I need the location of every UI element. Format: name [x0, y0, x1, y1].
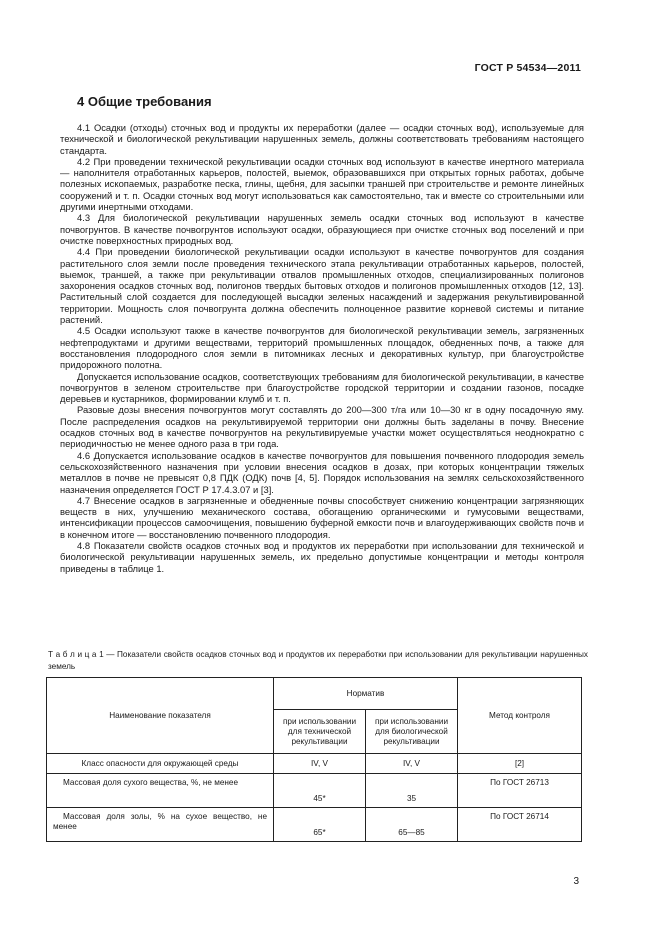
paragraph-4-1: 4.1 Осадки (отходы) сточных вод и продукты их переработки (далее — осадки сточных вод), используемые для технической и биологической рекультивации нарушенных земель, должны соответствовать требованиям настоящего стандарта. [60, 122, 584, 156]
document-header-id: ГОСТ Р 54534—2011 [474, 62, 581, 74]
paragraph-4-5: 4.5 Осадки используют также в качестве почвогрунтов для биологической рекультивации земель, загрязненных нефтепродуктами и другими веществами, территорий промышленных площадок, обедненных почв, а также для восстановления плодородного слоя земли в питомниках лесных и декоративных культур, при благоустройстве придорожного полотна. [60, 325, 584, 371]
paragraph-4-4: 4.4 При проведении биологической рекультивации осадки используют в качестве почвогрунтов для создания растительного слоя земли после проведения технического этапа рекультивации отработанных карьеров, полостей, выемок, траншей, а также при рекультивации отвалов промышленных отходов, специализированных полигонов захоронения осадков сточных вод, полигонов твердых бытовых отходов и полигонов промышленных отходов [12, 13]. Растительный слой создается для последующей высадки зеленых насаждений и задержания рекультивированной территории. Мощность слоя почвогрунта должна обеспечить полноценное развитие корневой системы и питание растений. [60, 246, 584, 326]
table-row [47, 808, 582, 842]
row-tech: IV, V [274, 754, 366, 774]
row-method: [2] [458, 754, 582, 774]
table-caption: Т а б л и ц а 1 — Показатели свойств осадков сточных вод и продуктов их переработки при использовании для рекультивации нарушенных земель [48, 650, 588, 671]
paragraph-4-7: 4.7 Внесение осадков в загрязненные и обедненные почвы способствует снижению концентрации загрязняющих веществ в них, улучшению механического состава, обогащению органическими и гумусовыми веществами, интенсификации процессов самоочищения, повышению буферной емкости почв и влагоудерживающих свойств почв и в конечном итоге — восстановлению почвенного плодородия. [60, 494, 584, 540]
table-header-row-1 [47, 678, 582, 710]
row-method: По ГОСТ 26714 [458, 808, 582, 842]
properties-table [46, 677, 582, 842]
paragraph-4-3: 4.3 Для биологической рекультивации нарушенных земель осадки сточных вод используют в качестве почвогрунтов. В качестве почвогрунтов используют осадки, образующиеся при очистке сточных вод поселений и при очистке поверхностных природных вод. [60, 212, 584, 246]
paragraph-4-5-doses: Разовые дозы внесения почвогрунтов могут составлять до 200—300 т/га или 10—30 кг в одну посадочную яму. После распределения осадков на рекультивируемой территории они должны быть заделаны в почву. Внесение осадков сточных вод в качестве почвогрунтов на рекультивируемые участки может осуществляться неоднократно с периодичностью не менее одного раза в три года. [60, 404, 584, 450]
row-name: Массовая доля золы, % на сухое вещество, не менее [47, 808, 274, 842]
row-name: Массовая доля сухого вещества, %, не менее [47, 774, 274, 808]
row-bio: 35 [366, 774, 458, 808]
paragraph-4-6: 4.6 Допускается использование осадков в качестве почвогрунтов для повышения почвенного плодородия земель сельскохозяйственного назначения при условии внесения осадков в дозах, при которых концентрации тяжелых металлов в почве не превысят 0,8 ПДК (ОДК) почв [4, 5]. Порядок использования на землях сельскохозяйственного назначения определяется ГОСТ Р 17.4.3.07 и [3]. [60, 449, 584, 495]
row-bio: IV, V [366, 754, 458, 774]
header-tech: при использовании для технической рекультивации [274, 710, 366, 754]
row-name: Класс опасности для окружающей среды [47, 754, 274, 774]
header-norm: Норматив [274, 678, 458, 710]
row-bio: 65—85 [366, 808, 458, 842]
header-name: Наименование показателя [47, 678, 274, 754]
paragraph-4-2: 4.2 При проведении технической рекультивации осадки сточных вод используют в качестве инертного материала — наполнителя отработанных карьеров, полостей, выемок, образовавшихся при открытых горных работах, добыче полезных ископаемых, разработке песка, глины, щебня, для засыпки траншей при строительстве и ремонте линейных сооружений и т. п. Осадки сточных вод могут использоваться как самостоятельно, так и вместе со строительными или другими инертными отходами. [60, 155, 584, 213]
row-method: По ГОСТ 26713 [458, 774, 582, 808]
section-title: 4 Общие требования [77, 94, 212, 109]
row-tech: 65* [274, 808, 366, 842]
paragraph-4-8: 4.8 Показатели свойств осадков сточных вод и продуктов их переработки при использовании для технической и биологической рекультивации нарушенных земель, их предельно допустимые концентрации и методы контроля приведены в таблице 1. [60, 539, 584, 574]
header-method: Метод контроля [458, 678, 582, 754]
page-number: 3 [573, 876, 579, 887]
paragraph-4-5-allowed: Допускается использование осадков, соответствующих требованиям для биологической рекультивации, в качестве почвогрунтов в зеленом строительстве при благоустройстве городской территории и создании газонов, посадке деревьев и кустарников, формировании клумб и т. п. [60, 370, 584, 405]
header-bio: при использовании для биологической рекультивации [366, 710, 458, 754]
table-row [47, 754, 582, 774]
section-body [60, 122, 584, 574]
table-row [47, 774, 582, 808]
row-tech: 45* [274, 774, 366, 808]
